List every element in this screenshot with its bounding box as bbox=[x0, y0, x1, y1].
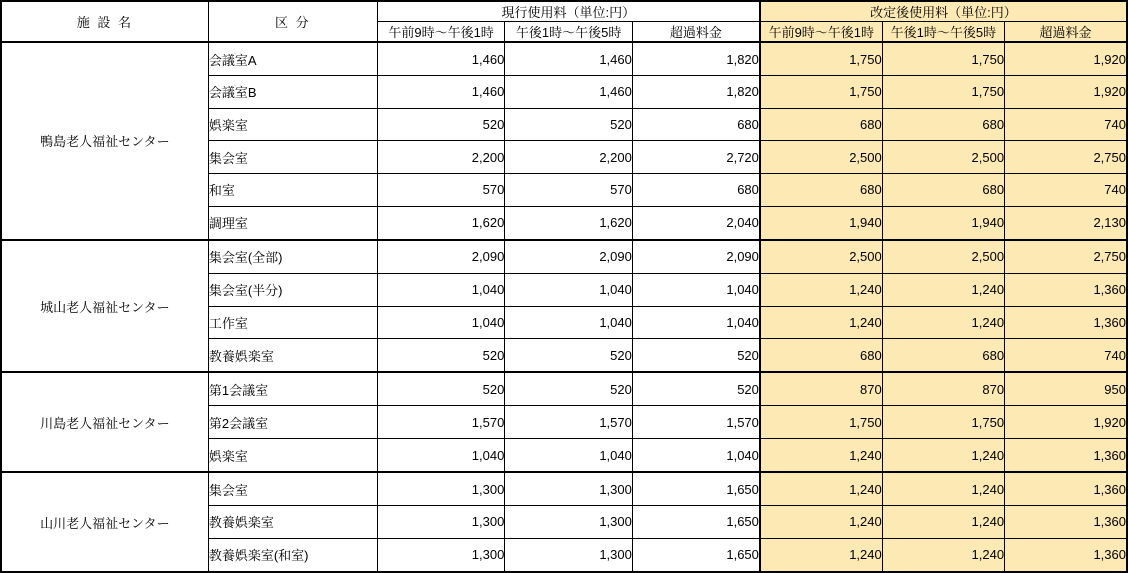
current-fee-cell: 1,820 bbox=[632, 42, 760, 76]
header-row-group bbox=[1, 1, 1127, 22]
new-fee-cell: 1,360 bbox=[1005, 472, 1127, 506]
kubun-cell: 会議室A bbox=[208, 42, 377, 76]
current-fee-cell: 1,040 bbox=[377, 439, 505, 473]
current-fee-cell: 520 bbox=[632, 372, 760, 406]
new-fee-cell: 2,130 bbox=[1005, 206, 1127, 240]
new-fee-cell: 1,750 bbox=[882, 76, 1004, 109]
current-fee-cell: 1,460 bbox=[505, 42, 633, 76]
new-fee-cell: 950 bbox=[1005, 372, 1127, 406]
current-fee-cell: 2,040 bbox=[632, 206, 760, 240]
new-fee-cell: 1,240 bbox=[760, 506, 882, 539]
current-fee-cell: 1,620 bbox=[377, 206, 505, 240]
current-fee-cell: 1,460 bbox=[377, 42, 505, 76]
current-fee-cell: 520 bbox=[505, 372, 633, 406]
new-fee-cell: 1,240 bbox=[760, 472, 882, 506]
current-fee-cell: 1,040 bbox=[505, 273, 633, 306]
kubun-cell: 娯楽室 bbox=[208, 108, 377, 141]
kubun-cell: 工作室 bbox=[208, 306, 377, 339]
new-fee-cell: 1,240 bbox=[882, 472, 1004, 506]
current-fee-cell: 1,040 bbox=[632, 439, 760, 473]
kubun-cell: 教養娯楽室 bbox=[208, 506, 377, 539]
current-fee-cell: 2,090 bbox=[377, 240, 505, 274]
new-fee-cell: 740 bbox=[1005, 174, 1127, 207]
kubun-cell: 教養娯楽室 bbox=[208, 339, 377, 373]
current-fee-cell: 520 bbox=[505, 339, 633, 373]
new-fee-cell: 680 bbox=[760, 174, 882, 207]
current-fee-cell: 1,300 bbox=[377, 506, 505, 539]
new-fee-cell: 1,360 bbox=[1005, 506, 1127, 539]
new-fee-cell: 1,920 bbox=[1005, 42, 1127, 76]
new-fee-cell: 1,360 bbox=[1005, 439, 1127, 473]
kubun-cell: 調理室 bbox=[208, 206, 377, 240]
new-fee-cell: 1,750 bbox=[882, 42, 1004, 76]
new-fee-cell: 1,940 bbox=[760, 206, 882, 240]
new-fee-cell: 1,750 bbox=[882, 406, 1004, 439]
new-fee-cell: 740 bbox=[1005, 339, 1127, 373]
new-fee-cell: 870 bbox=[882, 372, 1004, 406]
current-fee-cell: 2,200 bbox=[377, 141, 505, 174]
kubun-cell: 集会室(全部) bbox=[208, 240, 377, 274]
current-fee-cell: 1,650 bbox=[632, 538, 760, 572]
current-fee-cell: 570 bbox=[505, 174, 633, 207]
current-fee-cell: 2,090 bbox=[505, 240, 633, 274]
kubun-cell: 集会室(半分) bbox=[208, 273, 377, 306]
kubun-cell: 第2会議室 bbox=[208, 406, 377, 439]
new-fee-cell: 740 bbox=[1005, 108, 1127, 141]
table-header bbox=[1, 1, 1127, 42]
current-fee-cell: 1,040 bbox=[377, 273, 505, 306]
kubun-cell: 会議室B bbox=[208, 76, 377, 109]
table-row bbox=[1, 240, 1127, 274]
header-new-morning: 午前9時～午後1時 bbox=[760, 22, 882, 43]
new-fee-cell: 2,750 bbox=[1005, 240, 1127, 274]
new-fee-cell: 1,240 bbox=[760, 538, 882, 572]
new-fee-cell: 680 bbox=[882, 339, 1004, 373]
current-fee-cell: 520 bbox=[377, 339, 505, 373]
new-fee-cell: 2,500 bbox=[882, 240, 1004, 274]
current-fee-cell: 1,300 bbox=[505, 506, 633, 539]
current-fee-cell: 680 bbox=[632, 174, 760, 207]
table-row bbox=[1, 372, 1127, 406]
table-row bbox=[1, 42, 1127, 76]
new-fee-cell: 680 bbox=[882, 174, 1004, 207]
new-fee-cell: 1,240 bbox=[760, 273, 882, 306]
facility-name-cell: 城山老人福祉センター bbox=[1, 240, 208, 372]
new-fee-cell: 2,500 bbox=[760, 141, 882, 174]
current-fee-cell: 570 bbox=[377, 174, 505, 207]
new-fee-cell: 1,240 bbox=[882, 273, 1004, 306]
current-fee-cell: 2,200 bbox=[505, 141, 633, 174]
current-fee-cell: 1,300 bbox=[377, 472, 505, 506]
new-fee-cell: 1,240 bbox=[760, 439, 882, 473]
new-fee-cell: 1,240 bbox=[760, 306, 882, 339]
facility-name-cell: 川島老人福祉センター bbox=[1, 372, 208, 472]
kubun-cell: 教養娯楽室(和室) bbox=[208, 538, 377, 572]
new-fee-cell: 1,360 bbox=[1005, 538, 1127, 572]
new-fee-cell: 2,500 bbox=[760, 240, 882, 274]
new-fee-cell: 1,750 bbox=[760, 42, 882, 76]
new-fee-cell: 680 bbox=[882, 108, 1004, 141]
current-fee-cell: 1,300 bbox=[505, 538, 633, 572]
current-fee-cell: 1,040 bbox=[632, 273, 760, 306]
current-fee-cell: 1,570 bbox=[377, 406, 505, 439]
new-fee-cell: 1,360 bbox=[1005, 273, 1127, 306]
current-fee-cell: 680 bbox=[632, 108, 760, 141]
current-fee-cell: 1,650 bbox=[632, 472, 760, 506]
table-body bbox=[1, 42, 1127, 572]
new-fee-cell: 1,240 bbox=[882, 538, 1004, 572]
current-fee-cell: 1,620 bbox=[505, 206, 633, 240]
current-fee-cell: 1,650 bbox=[632, 506, 760, 539]
facility-name-cell: 鴨島老人福祉センター bbox=[1, 42, 208, 240]
kubun-cell: 集会室 bbox=[208, 141, 377, 174]
new-fee-cell: 1,750 bbox=[760, 406, 882, 439]
facility-name-cell: 山川老人福祉センター bbox=[1, 472, 208, 572]
current-fee-cell: 1,570 bbox=[632, 406, 760, 439]
current-fee-cell: 1,300 bbox=[505, 472, 633, 506]
header-current-fee-group: 現行使用料（単位:円） bbox=[377, 1, 760, 22]
current-fee-cell: 1,460 bbox=[505, 76, 633, 109]
current-fee-cell: 1,570 bbox=[505, 406, 633, 439]
header-new-fee-group: 改定後使用料（単位:円） bbox=[760, 1, 1127, 22]
current-fee-cell: 2,090 bbox=[632, 240, 760, 274]
current-fee-cell: 2,720 bbox=[632, 141, 760, 174]
header-current-overtime: 超過料金 bbox=[632, 22, 760, 43]
kubun-cell: 第1会議室 bbox=[208, 372, 377, 406]
current-fee-cell: 1,040 bbox=[632, 306, 760, 339]
new-fee-cell: 2,750 bbox=[1005, 141, 1127, 174]
header-current-afternoon: 午後1時～午後5時 bbox=[505, 22, 633, 43]
new-fee-cell: 1,940 bbox=[882, 206, 1004, 240]
current-fee-cell: 1,040 bbox=[377, 306, 505, 339]
new-fee-cell: 1,750 bbox=[760, 76, 882, 109]
new-fee-cell: 870 bbox=[760, 372, 882, 406]
new-fee-cell: 1,240 bbox=[882, 506, 1004, 539]
current-fee-cell: 1,820 bbox=[632, 76, 760, 109]
current-fee-cell: 1,040 bbox=[505, 439, 633, 473]
header-kubun: 区 分 bbox=[208, 1, 377, 42]
new-fee-cell: 1,920 bbox=[1005, 76, 1127, 109]
new-fee-cell: 2,500 bbox=[882, 141, 1004, 174]
current-fee-cell: 520 bbox=[505, 108, 633, 141]
header-current-morning: 午前9時～午後1時 bbox=[377, 22, 505, 43]
new-fee-cell: 1,360 bbox=[1005, 306, 1127, 339]
new-fee-cell: 1,920 bbox=[1005, 406, 1127, 439]
current-fee-cell: 520 bbox=[377, 372, 505, 406]
kubun-cell: 和室 bbox=[208, 174, 377, 207]
header-new-afternoon: 午後1時～午後5時 bbox=[882, 22, 1004, 43]
new-fee-cell: 1,240 bbox=[882, 306, 1004, 339]
new-fee-cell: 680 bbox=[760, 108, 882, 141]
current-fee-cell: 520 bbox=[632, 339, 760, 373]
table-row bbox=[1, 472, 1127, 506]
current-fee-cell: 1,040 bbox=[505, 306, 633, 339]
current-fee-cell: 520 bbox=[377, 108, 505, 141]
kubun-cell: 娯楽室 bbox=[208, 439, 377, 473]
kubun-cell: 集会室 bbox=[208, 472, 377, 506]
current-fee-cell: 1,300 bbox=[377, 538, 505, 572]
current-fee-cell: 1,460 bbox=[377, 76, 505, 109]
header-facility: 施 設 名 bbox=[1, 1, 208, 42]
new-fee-cell: 680 bbox=[760, 339, 882, 373]
new-fee-cell: 1,240 bbox=[882, 439, 1004, 473]
header-new-overtime: 超過料金 bbox=[1005, 22, 1127, 43]
